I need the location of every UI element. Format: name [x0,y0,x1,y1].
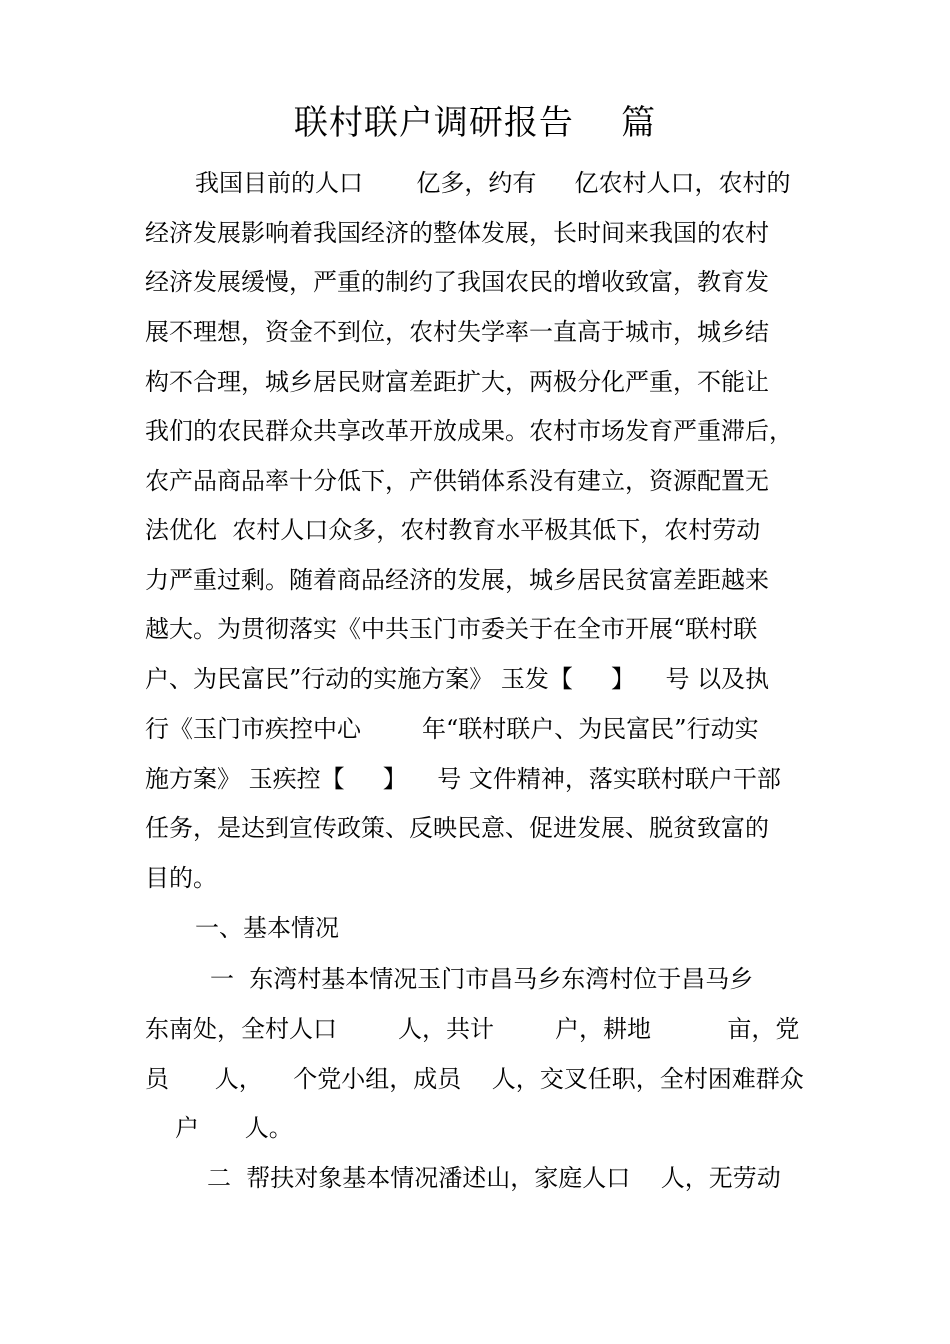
paragraph-line: 构不合理，城乡居民财富差距扩大，两极分化严重，不能让 [145,368,769,396]
section-heading: 一、基本情况 [195,914,339,942]
paragraph-line: 经济发展缓慢，严重的制约了我国农民的增收致富，教育发 [145,268,769,296]
paragraph-line: 目的。 [145,864,217,892]
paragraph-line: 法优化 农村人口众多，农村教育水平极其低下，农村劳动 [145,516,761,544]
paragraph-line: 我们的农民群众共享改革开放成果。农村市场发育严重滞后， [145,417,793,445]
paragraph-line: 任务，是达到宣传政策、反映民意、促进发展、脱贫致富的 [145,814,769,842]
paragraph-line: 户 人。 [175,1114,293,1142]
paragraph-line: 农产品商品率十分低下，产供销体系没有建立，资源配置无 [145,467,769,495]
paragraph-line: 户、为民富民”行动的实施方案》 玉发【 】 号 以及执 [145,665,770,693]
paragraph-line: 二 帮扶对象基本情况潘述山，家庭人口 人，无劳动 [207,1164,781,1192]
paragraph-line: 施方案》 玉疾控【 】 号 文件精神，落实联村联户干部 [145,765,781,793]
paragraph-line: 我国目前的人口 亿多，约有 亿农村人口，农村的 [195,169,791,197]
paragraph-line: 行《玉门市疾控中心 年“联村联户、为民富民”行动实 [145,715,759,743]
document-title: 联村联户调研报告 篇 [293,103,657,143]
paragraph-line: 经济发展影响着我国经济的整体发展，长时间来我国的农村 [145,219,769,247]
paragraph-line: 东南处，全村人口 人，共计 户，耕地 亩，党 [145,1015,800,1043]
paragraph-line: 展不理想，资金不到位，农村失学率一直高于城市，城乡结 [145,318,769,346]
paragraph-line: 力严重过剩。随着商品经济的发展，城乡居民贫富差距越来 [145,566,769,594]
paragraph-line: 一 东湾村基本情况玉门市昌马乡东湾村位于昌马乡 [210,965,754,993]
paragraph-line: 越大。为贯彻落实《中共玉门市委关于在全市开展“联村联 [145,615,758,643]
paragraph-line: 员 人， 个党小组，成员 人，交叉任职，全村困难群众 [145,1065,804,1093]
